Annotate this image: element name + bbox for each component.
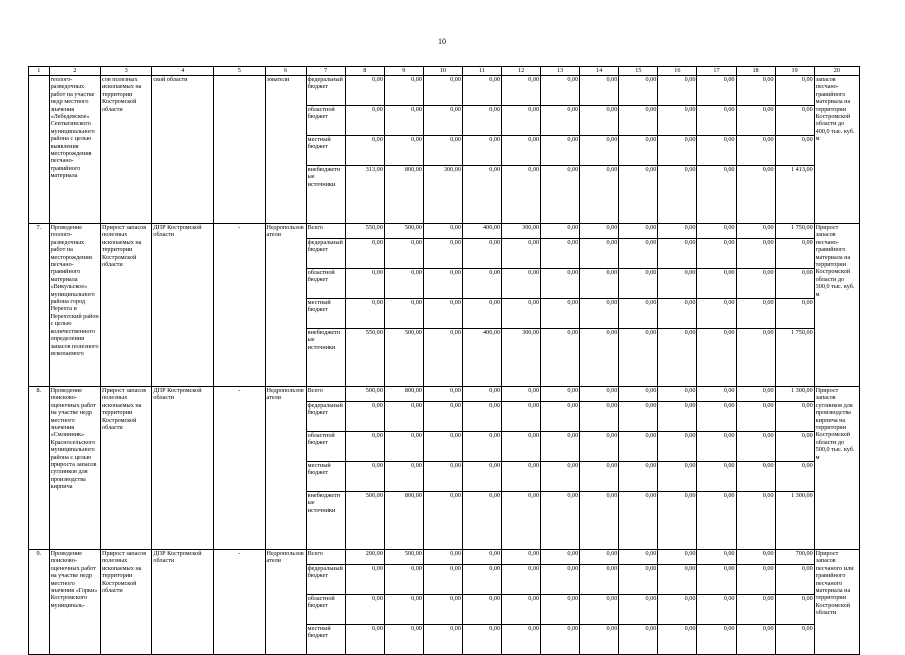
column-header: 11	[462, 67, 501, 76]
funding-value: 0,00	[658, 239, 697, 269]
funding-value: 0,00	[697, 432, 736, 462]
funding-value: 0,00	[697, 595, 736, 625]
funding-value: 0,00	[462, 269, 501, 299]
funding-value: 0,00	[619, 166, 658, 224]
funding-value: 0,00	[736, 387, 775, 402]
activity-name: Проведение поисково-оценочных работ на участке недр местного значения «Смлинник» Красносельского муниципального района с целью прироста запасов суглинков для производства кирпича	[49, 387, 100, 550]
funding-value: 0,00	[423, 462, 462, 492]
header-row	[29, 67, 860, 76]
funding-value: 0,00	[619, 402, 658, 432]
co-executor	[214, 76, 265, 224]
funding-value: 0,00	[658, 492, 697, 550]
funding-value: 0,00	[502, 492, 541, 550]
column-header: 16	[658, 67, 697, 76]
funding-value: 0,00	[580, 625, 619, 655]
funding-value: 0,00	[580, 76, 619, 106]
funding-value: 0,00	[502, 402, 541, 432]
funding-value: 0,00	[736, 106, 775, 136]
funding-value: 0,00	[384, 595, 423, 625]
funding-value: 0,00	[775, 432, 814, 462]
program-activities-table	[28, 66, 860, 655]
funding-value: 0,00	[462, 239, 501, 269]
funding-value: 0,00	[423, 76, 462, 106]
funding-value: 0,00	[345, 565, 384, 595]
funding-value: 500,00	[345, 492, 384, 550]
funding-value: 800,00	[384, 387, 423, 402]
funding-value: 0,00	[697, 462, 736, 492]
column-header: 6	[265, 67, 306, 76]
funding-value: 0,00	[462, 136, 501, 166]
funding-value: 0,00	[345, 432, 384, 462]
page-number: 10	[438, 37, 446, 46]
executor: ДПР Костромской области	[152, 550, 214, 655]
funding-value: 550,00	[345, 329, 384, 387]
funding-value: 0,00	[619, 462, 658, 492]
funding-value: 1 413,00	[775, 166, 814, 224]
funding-value: 0,00	[423, 329, 462, 387]
funding-value: 500,00	[384, 550, 423, 565]
executor: ДПР Костромской области	[152, 224, 214, 387]
funding-value: 0,00	[736, 136, 775, 166]
column-header: 3	[100, 67, 151, 76]
table-row	[29, 387, 860, 402]
activity-name: Проведение поисково-оценочных работ на участке недр местного значения «Горки» Костромского муниципаль-	[49, 550, 100, 655]
funding-value: 200,00	[345, 550, 384, 565]
expected-result: Прирост запасов песчано-гравийного материала на территории Костромской области до 300,0 тыс. куб. м	[814, 224, 859, 387]
funding-value: 0,00	[619, 239, 658, 269]
participants: Недропользователи	[265, 224, 306, 387]
funding-value: 0,00	[502, 595, 541, 625]
funding-value: 0,00	[462, 402, 501, 432]
funding-value: 0,00	[697, 239, 736, 269]
funding-value: 0,00	[384, 565, 423, 595]
funding-value: 0,00	[736, 565, 775, 595]
funding-source: федеральный бюджет	[306, 565, 345, 595]
funding-value: 0,00	[658, 387, 697, 402]
funding-value: 0,00	[423, 136, 462, 166]
funding-value: 0,00	[502, 239, 541, 269]
funding-value: 0,00	[580, 224, 619, 239]
funding-value: 0,00	[658, 269, 697, 299]
funding-value: 0,00	[619, 76, 658, 106]
funding-value: 0,00	[658, 565, 697, 595]
funding-source: местный бюджет	[306, 462, 345, 492]
funding-value: 0,00	[423, 387, 462, 402]
table-row	[29, 76, 860, 106]
funding-value: 0,00	[502, 76, 541, 106]
funding-value: 0,00	[736, 269, 775, 299]
funding-value: 0,00	[541, 492, 580, 550]
funding-value: 0,00	[736, 239, 775, 269]
funding-value: 0,00	[541, 595, 580, 625]
funding-value: 0,00	[697, 492, 736, 550]
table-clip	[28, 66, 862, 640]
funding-value: 0,00	[619, 387, 658, 402]
funding-value: 0,00	[736, 492, 775, 550]
funding-value: 0,00	[384, 136, 423, 166]
column-header: 5	[214, 67, 265, 76]
funding-value: 0,00	[619, 550, 658, 565]
funding-value: 0,00	[541, 432, 580, 462]
funding-value: 0,00	[462, 462, 501, 492]
funding-value: 0,00	[619, 299, 658, 329]
funding-value: 0,00	[541, 136, 580, 166]
activity-name: геолого-разведочных работ на участке недр местного значения «Лебедевское» Сентыгинского муниципального района с целью выявления месторождения песчано-гравийного материала	[49, 76, 100, 224]
funding-value: 0,00	[502, 550, 541, 565]
funding-value: 0,00	[541, 625, 580, 655]
funding-value: 0,00	[658, 625, 697, 655]
funding-value: 0,00	[384, 106, 423, 136]
funding-source: местный бюджет	[306, 136, 345, 166]
funding-source: федеральный бюджет	[306, 402, 345, 432]
activity-name: Проведение геолого-разведочных работ на месторождении песчано-гравийного материала «Викульское» муниципального района город Нерехта и Нерехтский район с целью количественного определения запасов полезного ископаемого	[49, 224, 100, 387]
funding-source: Всего	[306, 550, 345, 565]
funding-value: 0,00	[345, 269, 384, 299]
funding-value: 0,00	[736, 402, 775, 432]
row-number: 8.	[29, 387, 50, 550]
funding-value: 0,00	[384, 269, 423, 299]
funding-value: 0,00	[736, 76, 775, 106]
participants: зователи	[265, 76, 306, 224]
funding-value: 0,00	[541, 224, 580, 239]
funding-value: 0,00	[580, 462, 619, 492]
funding-value: 0,00	[619, 224, 658, 239]
funding-value: 0,00	[697, 402, 736, 432]
funding-value: 0,00	[580, 299, 619, 329]
funding-value: 400,00	[462, 329, 501, 387]
executor: ДПР Костромской области	[152, 387, 214, 550]
funding-value: 0,00	[580, 402, 619, 432]
funding-value: 0,00	[697, 387, 736, 402]
funding-value: 0,00	[345, 76, 384, 106]
column-header: 20	[814, 67, 859, 76]
activity-goal: Прирост запасов полезных ископаемых на территории Костромской области	[100, 387, 151, 550]
funding-value: 0,00	[384, 402, 423, 432]
row-number: 7.	[29, 224, 50, 387]
funding-source: местный бюджет	[306, 625, 345, 655]
funding-value: 0,00	[462, 625, 501, 655]
expected-result: запасов песчано-гравийного материала на территории Костромской области до 400,0 тыс. куб. м	[814, 76, 859, 224]
funding-value: 0,00	[541, 402, 580, 432]
activity-goal: Прирост запасов полезных ископаемых на территории Костромской области	[100, 224, 151, 387]
funding-value: 0,00	[423, 565, 462, 595]
participants: Недропользователи	[265, 387, 306, 550]
table-row	[29, 550, 860, 565]
funding-source: внебюджетные источники	[306, 166, 345, 224]
funding-value: 0,00	[697, 329, 736, 387]
funding-value: 700,00	[775, 550, 814, 565]
funding-value: 0,00	[619, 106, 658, 136]
column-header: 10	[423, 67, 462, 76]
funding-value: 0,00	[580, 329, 619, 387]
funding-value: 0,00	[462, 595, 501, 625]
funding-value: 0,00	[423, 625, 462, 655]
funding-value: 0,00	[345, 462, 384, 492]
funding-value: 0,00	[619, 595, 658, 625]
funding-source: областной бюджет	[306, 106, 345, 136]
funding-value: 0,00	[502, 565, 541, 595]
funding-value: 0,00	[580, 269, 619, 299]
funding-value: 0,00	[697, 550, 736, 565]
funding-value: 0,00	[384, 462, 423, 492]
co-executor: -	[214, 550, 265, 655]
funding-value: 0,00	[423, 224, 462, 239]
funding-value: 0,00	[423, 595, 462, 625]
funding-source: местный бюджет	[306, 299, 345, 329]
funding-value: 0,00	[580, 387, 619, 402]
column-header: 2	[49, 67, 100, 76]
funding-value: 0,00	[775, 462, 814, 492]
activity-goal: Прирост запасов полезных ископаемых на территории Костромской области	[100, 550, 151, 655]
funding-value: 1 750,00	[775, 224, 814, 239]
funding-value: 0,00	[423, 550, 462, 565]
funding-value: 0,00	[462, 166, 501, 224]
table-row	[29, 224, 860, 239]
expected-result: Прирост запасов суглинков для производства кирпича на территории Костромской области до 500,0 тыс. куб. м	[814, 387, 859, 550]
funding-value: 0,00	[619, 492, 658, 550]
funding-value: 0,00	[736, 329, 775, 387]
funding-source: областной бюджет	[306, 269, 345, 299]
funding-value: 1 750,00	[775, 329, 814, 387]
funding-value: 0,00	[580, 565, 619, 595]
funding-value: 0,00	[423, 239, 462, 269]
funding-value: 0,00	[580, 432, 619, 462]
funding-value: 313,00	[345, 166, 384, 224]
funding-value: 0,00	[541, 462, 580, 492]
funding-source: Всего	[306, 387, 345, 402]
co-executor: -	[214, 387, 265, 550]
funding-value: 0,00	[697, 565, 736, 595]
funding-value: 0,00	[502, 432, 541, 462]
funding-value: 800,00	[384, 492, 423, 550]
funding-value: 0,00	[502, 166, 541, 224]
funding-value: 0,00	[658, 402, 697, 432]
funding-value: 0,00	[658, 224, 697, 239]
funding-value: 0,00	[697, 166, 736, 224]
funding-value: 0,00	[423, 269, 462, 299]
funding-source: Всего	[306, 224, 345, 239]
funding-value: 0,00	[658, 432, 697, 462]
funding-value: 0,00	[658, 550, 697, 565]
column-header: 18	[736, 67, 775, 76]
funding-value: 0,00	[697, 625, 736, 655]
funding-value: 0,00	[775, 595, 814, 625]
funding-value: 500,00	[384, 224, 423, 239]
funding-source: внебюджетные источники	[306, 492, 345, 550]
funding-value: 0,00	[462, 565, 501, 595]
funding-value: 0,00	[384, 76, 423, 106]
funding-value: 0,00	[580, 239, 619, 269]
funding-value: 0,00	[462, 299, 501, 329]
funding-value: 1 300,00	[775, 387, 814, 402]
funding-value: 0,00	[462, 550, 501, 565]
funding-value: 0,00	[775, 565, 814, 595]
funding-value: 0,00	[502, 136, 541, 166]
funding-value: 0,00	[658, 106, 697, 136]
funding-value: 0,00	[462, 106, 501, 136]
funding-value: 300,00	[423, 166, 462, 224]
funding-value: 0,00	[541, 239, 580, 269]
funding-value: 0,00	[541, 550, 580, 565]
funding-value: 0,00	[658, 299, 697, 329]
funding-value: 0,00	[580, 136, 619, 166]
funding-value: 0,00	[619, 329, 658, 387]
funding-value: 0,00	[384, 625, 423, 655]
funding-value: 0,00	[658, 76, 697, 106]
funding-value: 300,00	[502, 329, 541, 387]
funding-value: 0,00	[423, 432, 462, 462]
funding-source: областной бюджет	[306, 595, 345, 625]
column-header: 4	[152, 67, 214, 76]
funding-value: 0,00	[736, 432, 775, 462]
funding-value: 0,00	[775, 76, 814, 106]
funding-value: 0,00	[345, 239, 384, 269]
funding-value: 0,00	[384, 299, 423, 329]
funding-value: 550,00	[345, 224, 384, 239]
funding-source: федеральный бюджет	[306, 239, 345, 269]
funding-value: 0,00	[423, 402, 462, 432]
funding-value: 0,00	[502, 106, 541, 136]
funding-value: 0,00	[736, 550, 775, 565]
funding-value: 0,00	[736, 595, 775, 625]
column-header: 14	[580, 67, 619, 76]
funding-value: 0,00	[697, 299, 736, 329]
funding-value: 400,00	[462, 224, 501, 239]
funding-source: внебюджетные источники	[306, 329, 345, 387]
executor: ской области	[152, 76, 214, 224]
funding-value: 800,00	[384, 166, 423, 224]
funding-value: 0,00	[619, 432, 658, 462]
funding-value: 0,00	[462, 492, 501, 550]
column-header: 9	[384, 67, 423, 76]
funding-value: 0,00	[462, 387, 501, 402]
funding-value: 0,00	[697, 136, 736, 166]
funding-value: 0,00	[462, 432, 501, 462]
funding-value: 0,00	[619, 625, 658, 655]
column-header: 13	[541, 67, 580, 76]
funding-value: 0,00	[345, 402, 384, 432]
funding-value: 0,00	[658, 136, 697, 166]
funding-value: 0,00	[580, 595, 619, 625]
funding-value: 0,00	[658, 595, 697, 625]
funding-value: 0,00	[502, 387, 541, 402]
funding-value: 0,00	[619, 136, 658, 166]
funding-value: 0,00	[384, 239, 423, 269]
funding-value: 0,00	[423, 106, 462, 136]
funding-value: 0,00	[384, 432, 423, 462]
funding-value: 0,00	[658, 462, 697, 492]
funding-value: 0,00	[736, 625, 775, 655]
row-number	[29, 76, 50, 224]
funding-value: 0,00	[502, 625, 541, 655]
funding-value: 0,00	[345, 595, 384, 625]
funding-value: 0,00	[541, 387, 580, 402]
funding-value: 0,00	[697, 269, 736, 299]
funding-value: 0,00	[775, 299, 814, 329]
funding-value: 0,00	[502, 462, 541, 492]
funding-value: 0,00	[736, 224, 775, 239]
funding-value: 0,00	[697, 106, 736, 136]
co-executor: -	[214, 224, 265, 387]
funding-value: 0,00	[580, 550, 619, 565]
funding-value: 0,00	[580, 492, 619, 550]
funding-value: 0,00	[697, 224, 736, 239]
funding-value: 0,00	[541, 269, 580, 299]
column-header: 17	[697, 67, 736, 76]
activity-goal: сов полезных ископаемых на территории Костромской области	[100, 76, 151, 224]
funding-value: 0,00	[736, 299, 775, 329]
funding-value: 0,00	[462, 76, 501, 106]
funding-value: 0,00	[541, 329, 580, 387]
funding-value: 0,00	[658, 166, 697, 224]
column-header: 19	[775, 67, 814, 76]
column-header: 7	[306, 67, 345, 76]
funding-source: областной бюджет	[306, 432, 345, 462]
funding-value: 0,00	[580, 106, 619, 136]
funding-value: 0,00	[775, 402, 814, 432]
column-header: 1	[29, 67, 50, 76]
funding-value: 0,00	[697, 76, 736, 106]
funding-value: 300,00	[502, 224, 541, 239]
funding-value: 0,00	[619, 565, 658, 595]
funding-value: 0,00	[619, 269, 658, 299]
funding-value: 0,00	[736, 462, 775, 492]
funding-value: 0,00	[658, 329, 697, 387]
funding-value: 0,00	[775, 269, 814, 299]
funding-value: 0,00	[775, 106, 814, 136]
funding-value: 0,00	[345, 299, 384, 329]
funding-value: 500,00	[345, 387, 384, 402]
funding-value: 500,00	[384, 329, 423, 387]
funding-value: 0,00	[345, 106, 384, 136]
funding-value: 0,00	[345, 136, 384, 166]
funding-value: 0,00	[345, 625, 384, 655]
funding-value: 0,00	[423, 492, 462, 550]
participants: Недропользователи	[265, 550, 306, 655]
row-number: 9.	[29, 550, 50, 655]
funding-value: 0,00	[502, 299, 541, 329]
funding-value: 0,00	[580, 166, 619, 224]
funding-value: 1 300,00	[775, 492, 814, 550]
funding-source: федеральный бюджет	[306, 76, 345, 106]
funding-value: 0,00	[502, 269, 541, 299]
funding-value: 0,00	[541, 106, 580, 136]
funding-value: 0,00	[541, 565, 580, 595]
funding-value: 0,00	[541, 299, 580, 329]
funding-value: 0,00	[775, 625, 814, 655]
funding-value: 0,00	[423, 299, 462, 329]
funding-value: 0,00	[736, 166, 775, 224]
funding-value: 0,00	[541, 76, 580, 106]
funding-value: 0,00	[775, 239, 814, 269]
funding-value: 0,00	[541, 166, 580, 224]
expected-result: Прирост запасов песчаного или гравийного песчаного материала на территории Костромской области	[814, 550, 859, 655]
funding-value: 0,00	[775, 136, 814, 166]
column-header: 15	[619, 67, 658, 76]
column-header: 8	[345, 67, 384, 76]
column-header: 12	[502, 67, 541, 76]
